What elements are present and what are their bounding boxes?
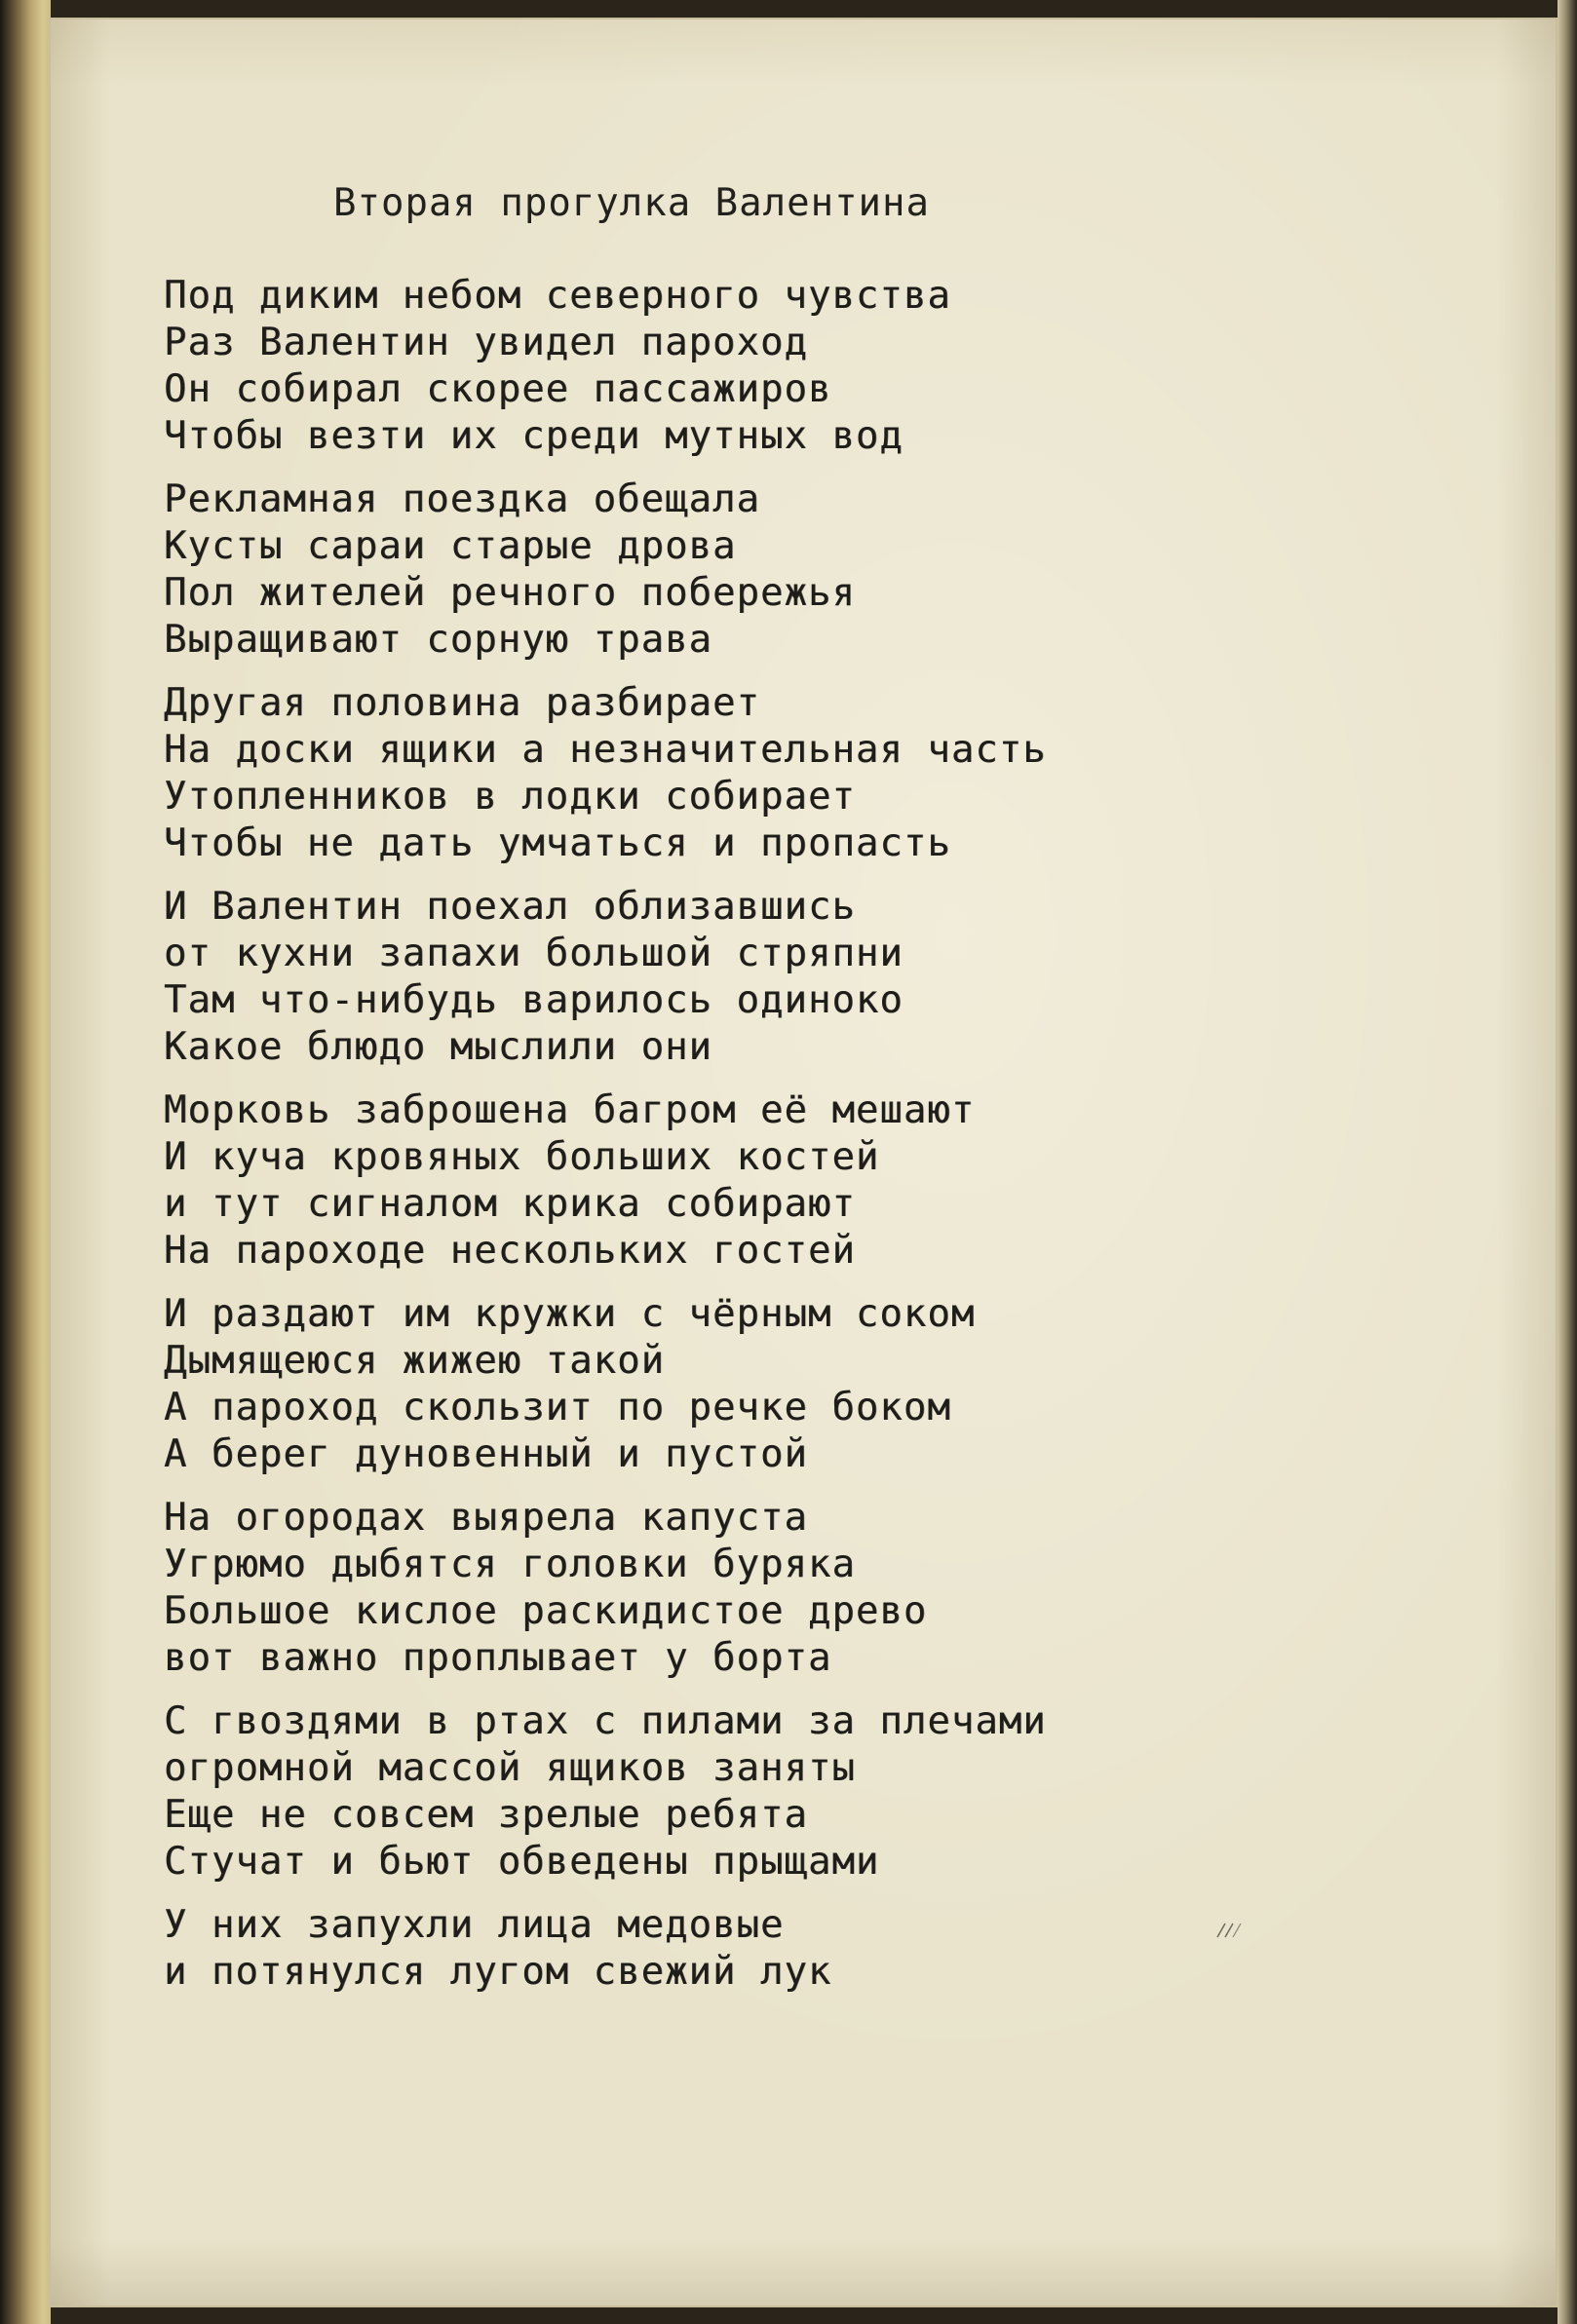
poem-line: И Валентин поехал облизавшись [164,885,856,929]
poem-title: Вторая прогулка Валентина [333,181,930,225]
stanza [164,1087,1047,1275]
poem-line: А берег дуновенный и пустой [164,1432,808,1476]
poem-line: На огородах выярела капуста [164,1496,808,1540]
poem-line: от кухни запахи большой стряпни [164,932,904,975]
poem-line: Рекламная поездка обещала [164,477,760,521]
stanza [164,476,1047,664]
stanza [164,1291,1047,1478]
binding-edge [0,0,51,2324]
poem-line: И раздают им кружки с чёрным соком [164,1292,976,1336]
poem-line: Он собирал скорее пассажиров [164,367,832,411]
poem-line: Чтобы везти их среди мутных вод [164,414,904,458]
poem-line: Чтобы не дать умчаться и пропасть [164,821,951,865]
poem-line: и потянулся лугом свежий лук [164,1950,832,1994]
poem-line: С гвоздями в ртах с пилами за плечами [164,1699,1047,1743]
typewritten-page [49,18,1558,2307]
stanza [164,1495,1047,1682]
poem-line: На доски ящики а незначительная часть [164,728,1047,772]
poem-line: Пол жителей речного побережья [164,571,856,615]
stanza [164,884,1047,1071]
stanza [164,680,1047,867]
poem-line: Там что-нибудь варилось одиноко [164,978,904,1022]
poem-line: Угрюмо дыбятся головки буряка [164,1543,856,1586]
poem-line: и тут сигналом крика собирают [164,1182,856,1226]
poem-line: У них запухли лица медовые [164,1903,785,1947]
poem-line: Выращивают сорную трава [164,618,713,662]
poem-body [164,273,1047,2012]
poem-line: Стучат и бьют обведены прыщами [164,1840,880,1884]
poem-line: Кусты сараи старые дрова [164,524,737,568]
page-edge [1558,0,1577,2324]
poem-line: Под диким небом северного чувства [164,274,951,318]
poem-line: вот важно проплывает у борта [164,1636,832,1680]
poem-line: Еще не совсем зрелые ребята [164,1793,808,1837]
stanza [164,273,1047,460]
stanza [164,1698,1047,1886]
poem-line: Какое блюдо мыслили они [164,1025,713,1069]
poem-line: Другая половина разбирает [164,681,760,725]
stanza [164,1902,1047,1996]
pencil-mark [1212,1918,1250,1941]
poem-line: А пароход скользит по речке боком [164,1386,951,1429]
poem-line: Дымящеюся жижею такой [164,1339,666,1383]
poem-line: На пароходе нескольких гостей [164,1229,856,1273]
poem-line: Раз Валентин увидел пароход [164,321,808,364]
poem-line: Морковь заброшена багром её мешают [164,1088,976,1132]
poem-line: Большое кислое раскидистое древо [164,1589,928,1633]
poem-line: огромной массой ящиков заняты [164,1746,856,1790]
poem-line: И куча кровяных больших костей [164,1135,880,1179]
poem-line: Утопленников в лодки собирает [164,775,856,819]
